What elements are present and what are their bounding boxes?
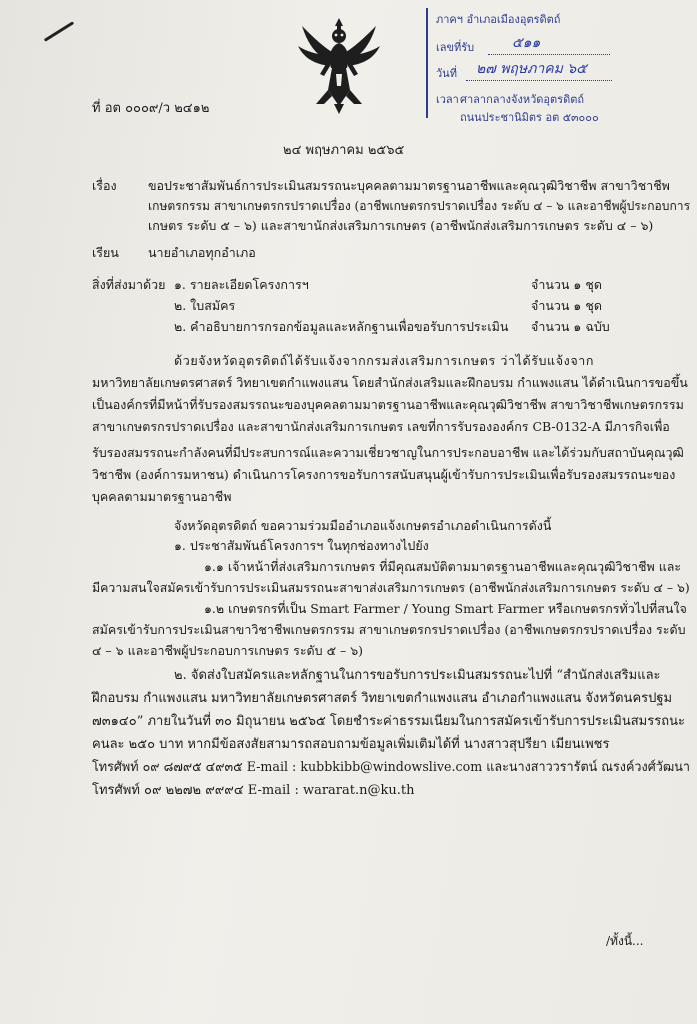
stamp-date-label: วันที่ <box>436 67 457 80</box>
enclosure-qty-1: จำนวน ๑ ชุด <box>531 277 602 292</box>
para2-intro: จังหวัดอุตรดิตถ์ ขอความร่วมมืออำเภอแจ้งเกษตรอำเภอดำเนินการดังนี้ <box>174 518 552 533</box>
stamp-frame <box>426 8 436 118</box>
para1-line-1: ด้วยจังหวัดอุตรดิตถ์ได้รับแจ้งจากกรมส่งเสริมการเกษตร ว่าได้รับแจ้งจาก <box>174 353 595 368</box>
enclosure-qty-3: จำนวน ๑ ฉบับ <box>531 319 610 334</box>
item-2-line-3: ๗๓๑๔๐” ภายในวันที่ ๓๐ มิถุนายน ๒๕๖๕ โดยชำระค่าธรรมเนียมในการสมัครเข้ารับการประเมินสมรรถนะ <box>92 714 685 729</box>
subject-label: เรื่อง <box>92 178 117 193</box>
para1-line-5: รับรองสมรรถนะกำลังคนที่มีประสบการณ์และความเชี่ยวชาญในการประกอบอาชีพ และได้ร่วมกับสถาบันคุณวุฒิ <box>92 445 684 460</box>
item-1-2-line-1: ๑.๒ เกษตรกรที่เป็น Smart Farmer / Young Smart Farmer หรือเกษตรกรทั่วไปที่สนใจ <box>204 601 687 616</box>
salutation-recipient: นายอำเภอทุกอำเภอ <box>148 245 256 260</box>
item-2-line-6: โทรศัพท์ ๐๙ ๒๒๗๒ ๙๙๙๔ E-mail : wararat.n@ku.th <box>92 783 415 798</box>
item-1-1-line-1: ๑.๑ เจ้าหน้าที่ส่งเสริมการเกษตร ที่มีคุณสมบัติตามมาตรฐานอาชีพและคุณวุฒิวิชาชีพ และ <box>204 559 682 574</box>
enclosure-item-2: ๒. ใบสมัคร <box>174 298 236 313</box>
receipt-stamp <box>426 6 626 124</box>
item-2-line-2: ฝึกอบรม กำแพงแสน มหาวิทยาลัยเกษตรศาสตร์ วิทยาเขตกำแพงแสน อำเภอกำแพงแสน จังหวัดนครปฐม <box>92 691 673 706</box>
enclosure-item-1: ๑. รายละเอียดโครงการฯ <box>174 277 309 292</box>
item-2-line-1: ๒. จัดส่งใบสมัครและหลักฐานในการขอรับการประเมินสมรรถนะไปที่ “สำนักส่งเสริมและ <box>174 668 661 683</box>
pen-mark <box>44 21 74 42</box>
stamp-receipt-line <box>488 54 610 55</box>
item-2-line-4: คนละ ๒๕๐ บาท หากมีข้อสงสัยสามารถสอบถามข้อมูลเพิ่มเติมได้ที่ นางสาวสุปรียา เมียนเพชร <box>92 737 610 752</box>
para1-line-3: เป็นองค์กรที่มีหน้าที่รับรองสมรรถนะของบุคคลตามมาตรฐานอาชีพและคุณวุฒิวิชาชีพ สาขาวิชาชีพเกษตรกรรม <box>92 397 684 412</box>
item-1-2-line-2: สมัครเข้ารับการประเมินสาขาวิชาชีพเกษตรกรรม สาขาเกษตรกรปราดเปรื่อง (อาชีพเกษตรกรปราดเปรื่อง ระดับ <box>92 622 686 637</box>
continuation-marker: /ทั้งนี้... <box>606 934 644 948</box>
item-2-line-5: โทรศัพท์ ๐๙ ๘๗๙๕ ๔๙๓๕ E-mail : kubbkibb@windowslive.com และนางสาววรารัตน์ ณรงค์วงศ์วัฒนา <box>92 760 690 775</box>
item-1-heading: ๑. ประชาสัมพันธ์โครงการฯ ในทุกช่องทางไปยัง <box>174 538 429 553</box>
stamp-time-label: เวลา <box>436 93 459 106</box>
enclosures-label: สิ่งที่ส่งมาด้วย <box>92 277 166 292</box>
para1-line-6: วิชาชีพ (องค์การมหาชน) ดำเนินการโครงการขอรับการสนับสนุนผู้เข้ารับการประเมินเพื่อรับรองสมรรถนะของ <box>92 467 676 482</box>
para1-line-4: สาขาเกษตรกรปราดเปรื่อง และสาขานักส่งเสริมการเกษตร เลขที่การรับรององค์กร CB-0132-A มีภารกิจเพื่อ <box>92 419 670 434</box>
para1-line-7: บุคคลตามมาตรฐานอาชีพ <box>92 489 232 504</box>
stamp-address-1: ศาลากลางจังหวัดอุตรดิตถ์ <box>460 93 585 106</box>
stamp-receipt-value: ๕๑๑ <box>512 35 541 51</box>
subject-line-2: เกษตรกรรม สาขาเกษตรกรปราดเปรื่อง (อาชีพเกษตรกรปราดเปรื่อง ระดับ ๔ – ๖ และอาชีพผู้ประกอบการ <box>148 198 691 213</box>
item-1-2-line-3: ๔ – ๖ และอาชีพผู้ประกอบการเกษตร ระดับ ๕ – ๖) <box>92 643 364 658</box>
enclosure-qty-2: จำนวน ๑ ชุด <box>531 298 602 313</box>
stamp-address-2: ถนนประชานิมิตร อต ๕๓๐๐๐ <box>460 111 599 124</box>
para1-line-2: มหาวิทยาลัยเกษตรศาสตร์ วิทยาเขตกำแพงแสน โดยสำนักส่งเสริมและฝึกอบรม กำแพงแสน ได้ดำเนินการขอขึ้น <box>92 375 688 390</box>
subject-line-3: เกษตร ระดับ ๕ – ๖) และสาขานักส่งเสริมการเกษตร (อาชีพนักส่งเสริมการเกษตร ระดับ ๔ – ๖) <box>148 218 654 233</box>
reference-number: ที่ อต ๐๐๐๙/ว ๒๔๑๒ <box>92 101 210 116</box>
salutation-label: เรียน <box>92 245 119 260</box>
subject-line-1: ขอประชาสัมพันธ์การประเมินสมรรถนะบุคคลตามมาตรฐานอาชีพและคุณวุฒิวิชาชีพ สาขาวิชาชีพ <box>148 178 670 193</box>
document-date: ๒๔ พฤษภาคม ๒๕๖๕ <box>283 143 405 158</box>
garuda-emblem-icon <box>296 16 382 116</box>
stamp-date-line <box>466 80 612 81</box>
item-1-1-line-2: มีความสนใจสมัครเข้ารับการประเมินสมรรถนะสาขาส่งเสริมการเกษตร (อาชีพนักส่งเสริมการเกษตร ระดับ ๔ – ๖) <box>92 580 690 595</box>
stamp-receipt-label: เลขที่รับ <box>436 41 475 54</box>
stamp-agency: ภาคฯ อำเภอเมืองอุตรดิตถ์ <box>436 13 561 26</box>
enclosure-item-3: ๒. คำอธิบายการกรอกข้อมูลและหลักฐานเพื่อขอรับการประเมิน <box>174 319 509 334</box>
stamp-date-value: ๒๗ พฤษภาคม ๖๕ <box>476 61 587 77</box>
